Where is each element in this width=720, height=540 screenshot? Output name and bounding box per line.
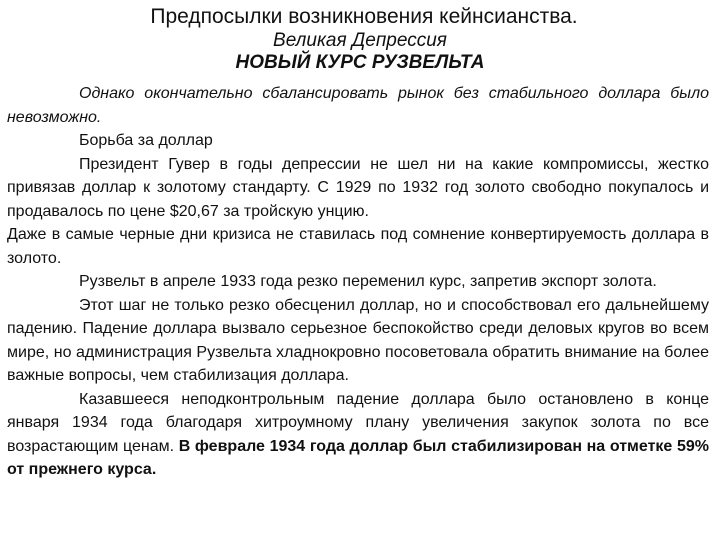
paragraph-stabilization-text: Казавшееся неподконтрольным падение доллара было остановлено в конце января 1934 года благодаря хитроумному плану увеличения закупок золота по все возрастающим ценам. bbox=[7, 390, 709, 455]
slide-subtitle: Великая Депрессия bbox=[273, 30, 447, 51]
slide-heading: НОВЫЙ КУРС РУЗВЕЛЬТА bbox=[235, 52, 485, 73]
paragraph-stabilization-highlight: В феврале 1934 года доллар был стабилизирован на отметке 59% от прежнего курса. bbox=[7, 437, 709, 478]
paragraph-convertibility: Даже в самые черные дни кризиса не ставилась под сомнение конвертируемость доллара в золото. bbox=[7, 226, 709, 267]
paragraph-stabilization bbox=[7, 388, 709, 482]
paragraph-hoover: Президент Гувер в годы депрессии не шел ни на какие компромиссы, жестко привязав доллар к золотому стандарту. С 1929 по 1932 год золото свободно покупалось и продавалось по цене $20,67 за тройскую унцию. bbox=[7, 155, 709, 220]
paragraph-devaluation: Этот шаг не только резко обесценил доллар, но и способствовал его дальнейшему падению. Падение доллара вызвало серьезное беспокойство среди деловых кругов во всем мире, но администрация Рузвельта хладнокровно посоветовала обратить внимание на более важные вопросы, чем стабилизация доллара. bbox=[7, 296, 709, 384]
slide-title: Предпосылки возникновения кейнсианства. bbox=[150, 5, 578, 28]
slide-header bbox=[0, 4, 720, 74]
paragraph-intro: Однако окончательно сбалансировать рынок без стабильного доллара было невозможно. bbox=[7, 85, 709, 126]
section-heading-dollar-fight: Борьба за доллар bbox=[79, 132, 213, 149]
slide-body bbox=[7, 82, 709, 482]
paragraph-roosevelt: Рузвельт в апреле 1933 года резко переменил курс, запретив экспорт золота. bbox=[79, 273, 657, 290]
